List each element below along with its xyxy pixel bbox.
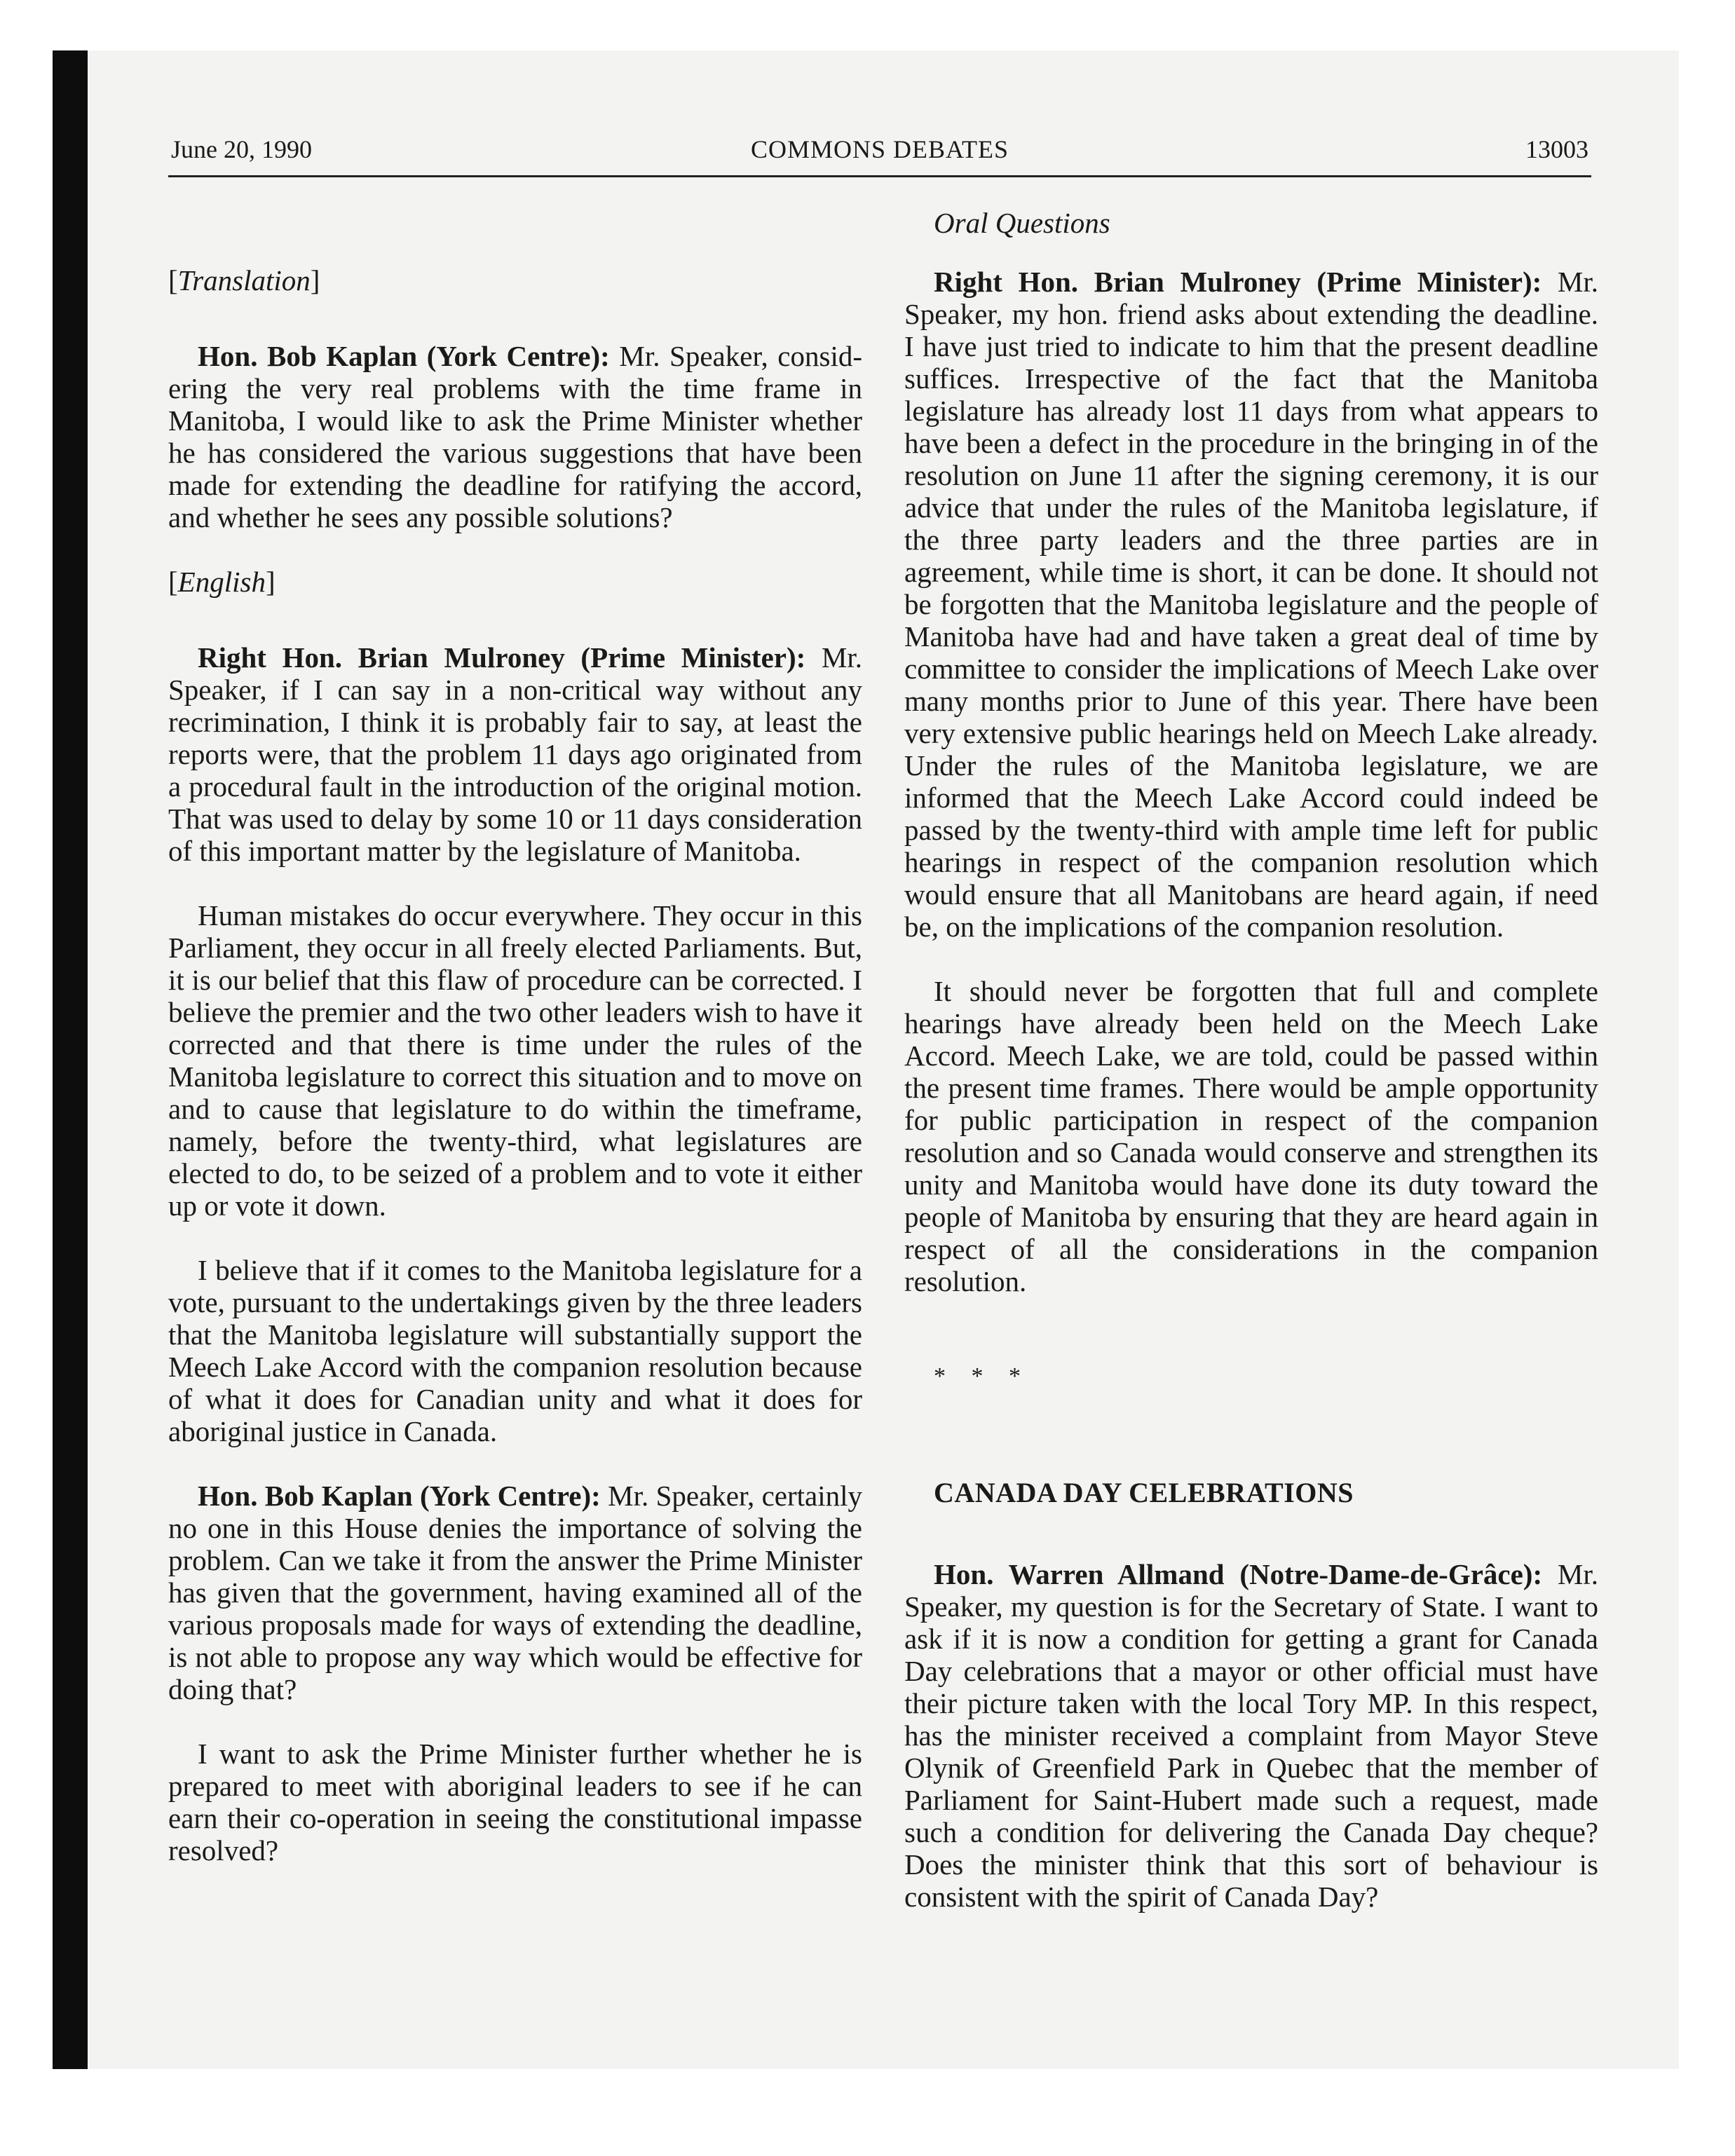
- speech-paragraph: I want to ask the Prime Minister further whether he is prepared to meet with aboriginal leaders to see if he can earn their co-operation in seeing the constitutional impasse resolved?: [168, 1738, 862, 1867]
- speech-text: Mr. Speaker, my question is for the Secretary of State. I want to ask if it is now a condition for getting a grant for Canada Day celebrations that a mayor or other official must have their picture taken with the local Tory MP. In this respect, has the minister received a complaint from Mayor Steve Olynik of Greenfield Park in Quebec that the member of Parliament for Saint-Hubert made such a request, made such a condition for delivering the Canada Day cheque? Does the minister think that this sort of behaviour is consistent with the spirit of Canada Day?: [904, 1558, 1598, 1913]
- running-title: COMMONS DEBATES: [750, 135, 1009, 163]
- scan-edge: [53, 50, 88, 2069]
- speaker-name: Hon. Bob Kaplan (York Centre):: [198, 340, 610, 372]
- left-column: [168, 207, 862, 1867]
- speech-text: Mr. Speaker, considering the very real problems with the time frame in Manitoba, I would like to ask the Prime Minister whether he has considered the various suggestions that have been made for extending the deadline for ratifying the accord, and whether he sees any possible solutions?: [168, 340, 862, 533]
- speech-paragraph: [168, 1480, 862, 1705]
- right-column: [904, 207, 1598, 1913]
- speech-paragraph: It should never be forgotten that full and complete hearings have already been held on the Meech Lake Accord. Meech Lake, we are told, could be passed within the present time frames. There would be ample opportunity for public participation in respect of the companion resolution and so Canada would conserve and strengthen its unity and Manitoba would have done its duty toward the people of Manitoba by ensuring that they are heard again in respect of all the considerations in the companion resolution.: [904, 975, 1598, 1297]
- section-title: Oral Questions: [934, 207, 1110, 239]
- speech-text: Mr. Speaker, if I can say in a non-critical way without any recrimination, I think it is probably fair to say, at least the reports were, that the problem 11 days ago originated from a procedural fault in the introduction of the original motion. That was used to delay by some 10 or 11 days consideration of this important matter by the legislature of Manitoba.: [168, 641, 862, 867]
- speech-paragraph: I believe that if it comes to the Manitoba legislature for a vote, pursuant to the undertakings given by the three leaders that the Manitoba legislature will substantially support the Meech Lake Accord with the companion resolution because of what it does for Canadian unity and what it does for aboriginal justice in Canada.: [168, 1254, 862, 1447]
- speech-text: Mr. Speaker, certainly no one in this House denies the importance of solving the problem. Can we take it from the answer the Prime Minister has given that the government, having examined all of the various proposals made for ways of extending the deadline, is not able to propose any way which would be effective for doing that?: [168, 1480, 862, 1705]
- page-number: 13003: [1525, 135, 1588, 163]
- header-date: June 20, 1990: [171, 135, 312, 163]
- page-header: [168, 133, 1591, 177]
- speech-text: Mr. Speaker, my hon. friend asks about extending the deadline. I have just tried to indicate to him that the present deadline suffices. Irrespective of the fact that the Manitoba legislature has already lost 11 days from what appears to have been a defect in the procedure in the bringing in of the resolution on June 11 after the signing ceremony, it is our advice that under the rules of the Manitoba legislature, if the three party leaders and the three parties are in agreement, while time is short, it can be done. It should not be forgotten that the Manitoba legislature and the people of Manitoba have had and have taken a great deal of time by committee to consider the implications of Meech Lake over many months prior to June of this year. There have been very extensive public hearings held on Meech Lake already. Under the rules of the Manitoba legislature, we are informed that the Meech Lake Accord could indeed be passed by the twenty-third with ample time left for public hearings in respect of the companion resolution which would ensure that all Manitobans are heard again, if need be, on the implications of the companion resolution.: [904, 266, 1598, 943]
- translation-note: [Translation]: [168, 264, 320, 296]
- english-note: [English]: [168, 566, 275, 598]
- section-separator: * * *: [934, 1363, 1030, 1389]
- speaker-name: Right Hon. Brian Mulroney (Prime Minister):: [934, 266, 1542, 298]
- speaker-name: Hon. Warren Allmand (Notre-Dame-de-Grâce):: [934, 1558, 1543, 1590]
- speech-paragraph: [168, 641, 862, 867]
- speech-paragraph: Human mistakes do occur everywhere. They occur in this Parliament, they occur in all freely elected Parliaments. But, it is our belief that this flaw of procedure can be corrected. I believe the premier and the two other leaders wish to have it corrected and that there is time under the rules of the Manitoba legislature to correct this situation and to move on and to cause that legislature to do within the timeframe, namely, before the twenty-third, what legislatures are elected to do, to be seized of a problem and to vote it either up or vote it down.: [168, 899, 862, 1222]
- speaker-name: Right Hon. Brian Mulroney (Prime Minister):: [198, 641, 806, 674]
- speech-paragraph: [904, 266, 1598, 943]
- speech-paragraph: [168, 340, 862, 533]
- section-heading: CANADA DAY CELEBRATIONS: [934, 1477, 1354, 1508]
- speaker-name: Hon. Bob Kaplan (York Centre):: [198, 1480, 601, 1512]
- speech-paragraph: [904, 1558, 1598, 1913]
